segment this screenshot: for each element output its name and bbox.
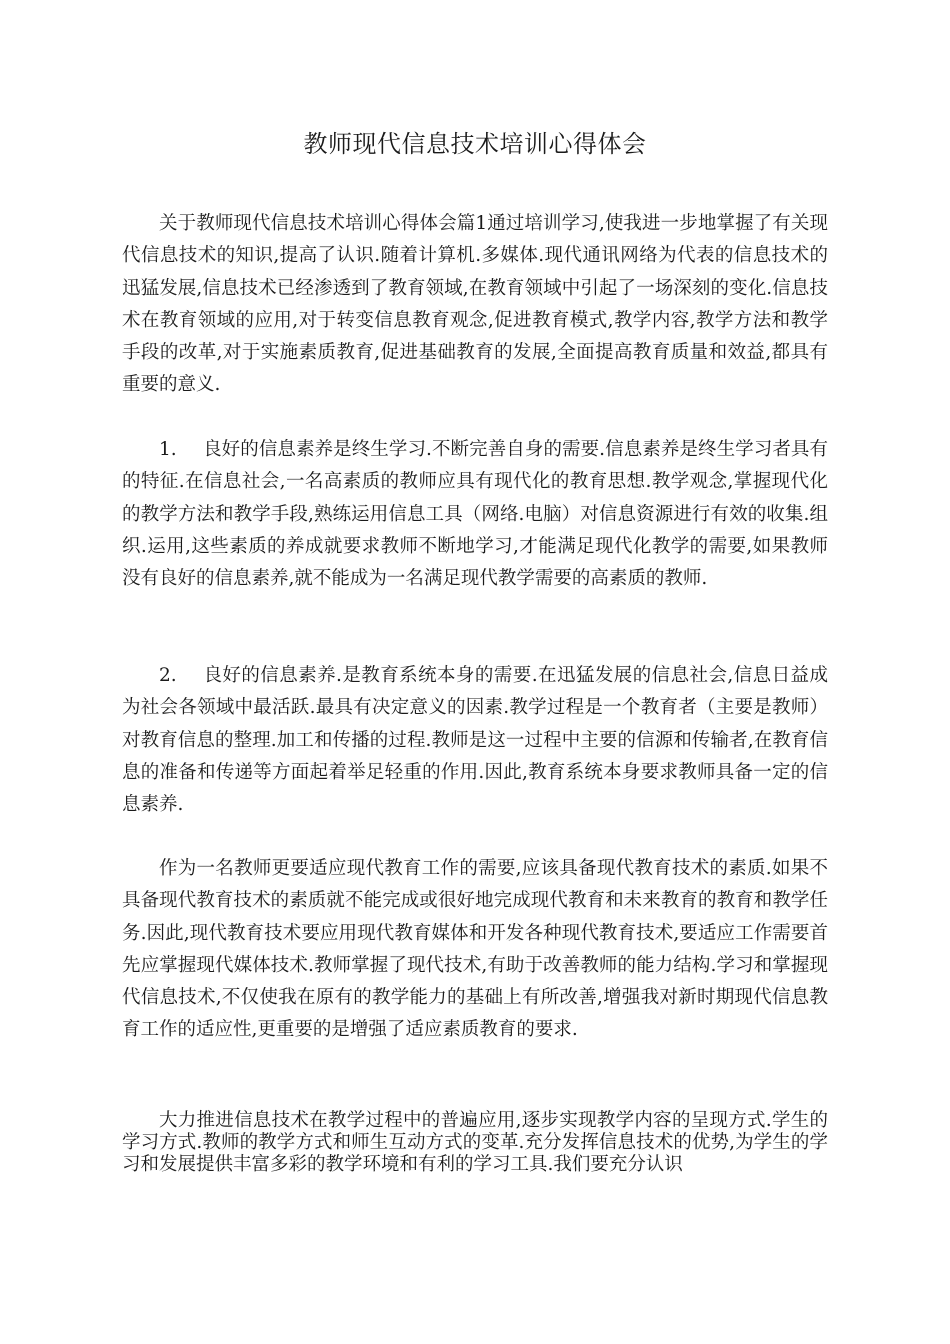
- paragraph-point-1: [122, 434, 828, 595]
- paragraph-teacher-role: 作为一名教师更要适应现代教育工作的需要,应该具备现代教育技术的素质.如果不具备现代教育技术的素质就不能完成或很好地完成现代教育和未来教育的教育和教学任务.因此,现代教育技术要应用现代教育媒体和开发各种现代教育技术,要适应工作需要首先应掌握现代媒体技术.教师掌握了现代技术,有助于改善教师的能力结构.学习和掌握现代信息技术,不仅使我在原有的教学能力的基础上有所改善,增强我对新时期现代信息教育工作的适应性,更重要的是增强了适应素质教育的要求.: [122, 858, 828, 1041]
- paragraph-intro: 关于教师现代信息技术培训心得体会篇1通过培训学习,使我进一步地掌握了有关现代信息技术的知识,提高了认识.随着计算机.多媒体.现代通讯网络为代表的信息技术的迅猛发展,信息技术已经渗透到了教育领域,在教育领域中引起了一场深刻的变化.信息技术在教育领域的应用,对于转变信息教育观念,促进教育模式,教学内容,教学方法和教学手段的改革,对于实施素质教育,促进基础教育的发展,全面提高教育质量和效益,都具有重要的意义.: [122, 213, 828, 396]
- document-title: 教师现代信息技术培训心得体会: [303, 130, 647, 158]
- paragraph-promotion: 大力推进信息技术在教学过程中的普遍应用,逐步实现教学内容的呈现方式.学生的学习方式.教师的教学方式和师生互动方式的变革.充分发挥信息技术的优势,为学生的学习和发展提供丰富多彩的教学环境和有利的学习工具.我们要充分认识: [122, 1110, 828, 1175]
- paragraph-point-2: [122, 660, 828, 821]
- list-number-2: 2.: [159, 665, 177, 686]
- point-1-text: 良好的信息素养是终生学习.不断完善自身的需要.信息素养是终生学习者具有的特征.在信息社会,一名高素质的教师应具有现代化的教育思想.教学观念,掌握现代化的教学方法和教学手段,熟练运用信息工具（网络.电脑）对信息资源进行有效的收集.组织.运用,这些素质的养成就要求教师不断地学习,才能满足现代化教学的需要,如果教师没有良好的信息素养,就不能成为一名满足现代教学需要的高素质的教师.: [122, 439, 828, 590]
- list-number-1: 1.: [159, 439, 177, 460]
- point-2-text: 良好的信息素养.是教育系统本身的需要.在迅猛发展的信息社会,信息日益成为社会各领域中最活跃.最具有决定意义的因素.教学过程是一个教育者（主要是教师）对教育信息的整理.加工和传播的过程.教师是这一过程中主要的信源和传输者,在教育信息的准备和传递等方面起着举足轻重的作用.因此,教育系统本身要求教师具备一定的信息素养.: [122, 665, 828, 816]
